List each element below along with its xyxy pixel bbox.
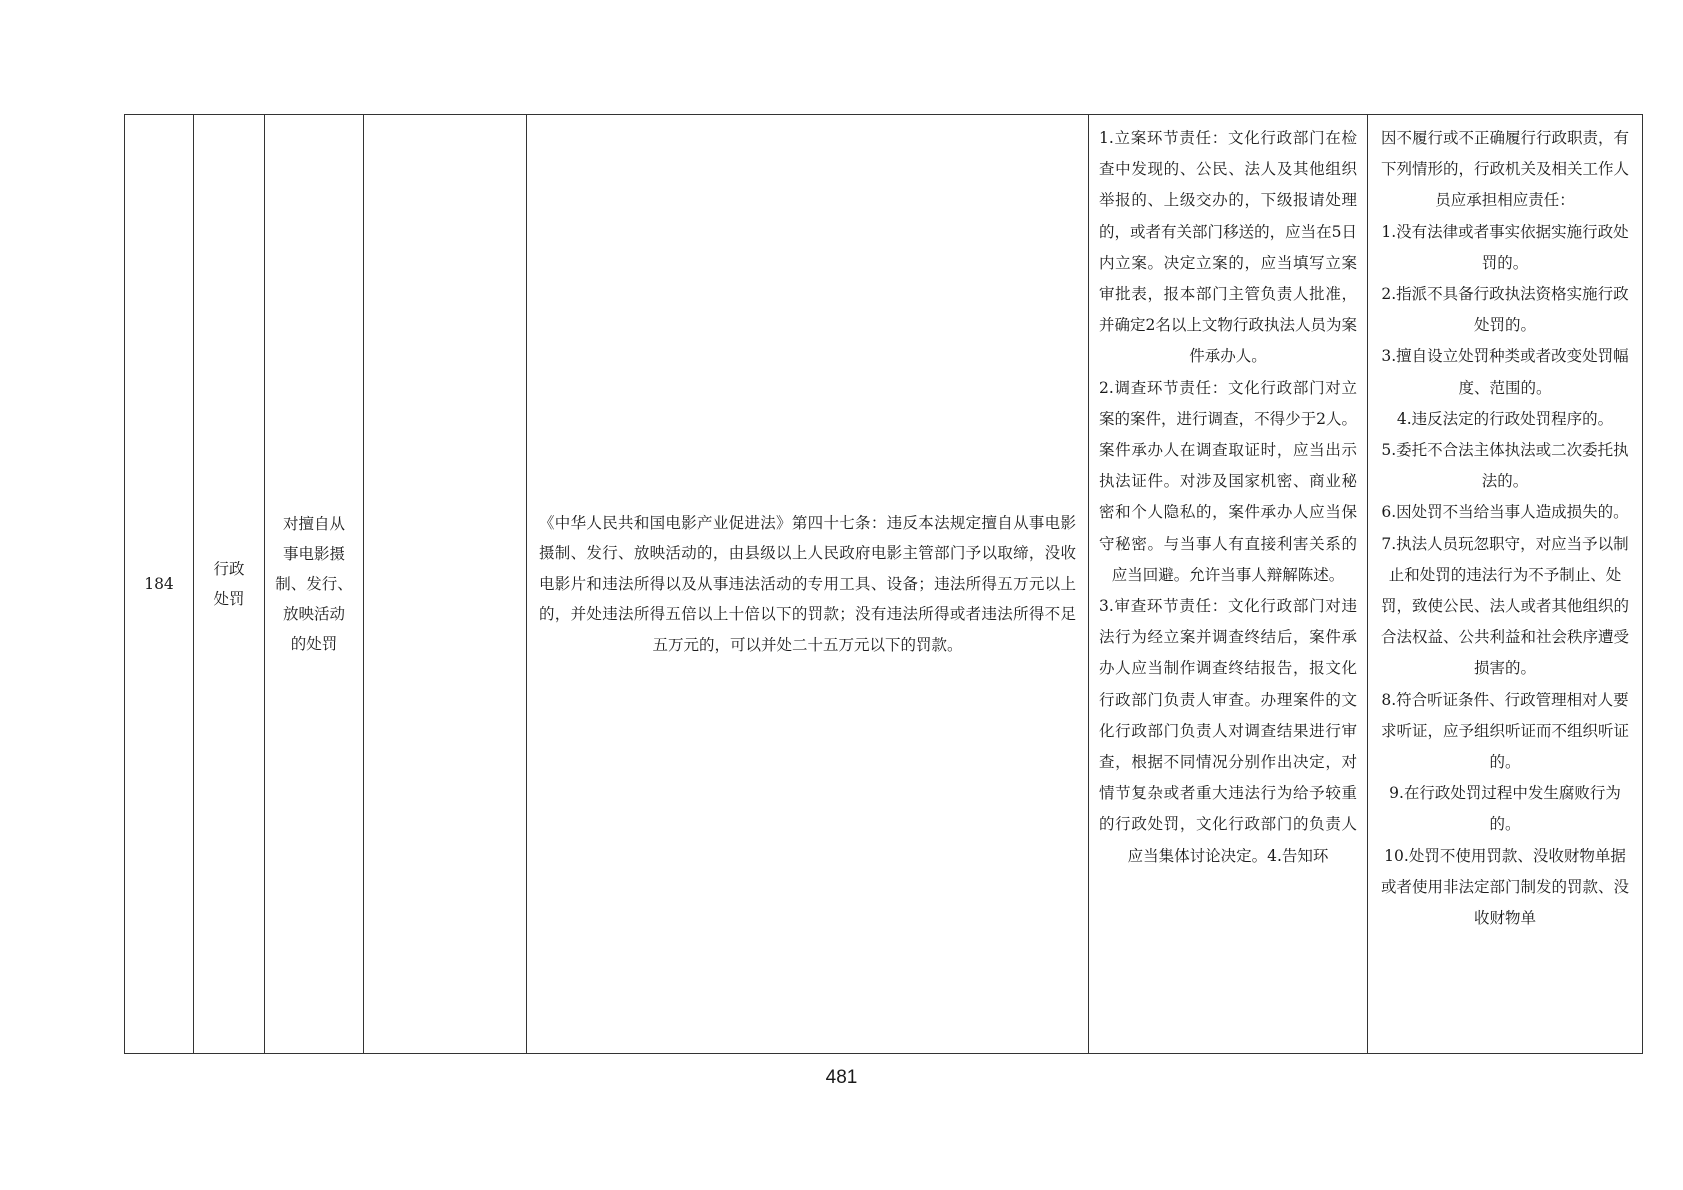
seq-number: 184 xyxy=(144,575,174,593)
power-list-table xyxy=(124,114,1643,1054)
legal-basis-text: 《中华人民共和国电影产业促进法》第四十七条：违反本法规定擅自从事电影摄制、发行、放映活动的，由县级以上人民政府电影主管部门予以取缔，没收电影片和违法所得以及从事违法活动的专用工具、设备；违法所得五万元以上的，并处违法所得五倍以上十倍以下的罚款；没有违法所得或者违法所得不足五万元的，可以并处二十五万元以下的罚款。 xyxy=(539,513,1076,654)
liability-paragraph: 6.因处罚不当给当事人造成损失的。 xyxy=(1381,503,1629,522)
power-name-line: 放映活动 xyxy=(282,605,345,623)
power-type-cell xyxy=(194,115,265,1054)
legal-basis-cell xyxy=(527,115,1089,1054)
power-type-line: 处罚 xyxy=(213,590,245,608)
liability-paragraph: 9.在行政处罚过程中发生腐败行为的。 xyxy=(1389,784,1621,834)
power-name-line: 对擅自从 xyxy=(282,515,345,533)
power-name-line: 的处罚 xyxy=(290,635,338,653)
responsibility-paragraph: 2.调查环节责任：文化行政部门对立案的案件，进行调查，不得少于2人。案件承办人在调查取证时，应当出示执法证件。对涉及国家机密、商业秘密和个人隐私的，案件承办人应当保守秘密。与当事人有直接利害关系的应当回避。允许当事人辩解陈述。 xyxy=(1099,378,1357,584)
liability-paragraph: 5.委托不合法主体执法或二次委托执法的。 xyxy=(1381,441,1629,491)
liability-paragraph: 因不履行或不正确履行行政职责，有下列情形的，行政机关及相关工作人员应承担相应责任： xyxy=(1380,129,1629,210)
liability-paragraph: 3.擅自设立处罚种类或者改变处罚幅度、范围的。 xyxy=(1381,347,1629,397)
liability-cell xyxy=(1368,115,1643,1054)
sub-item-cell xyxy=(364,115,527,1054)
liability-paragraph: 8.符合听证条件、行政管理相对人要求听证，应予组织听证而不组织听证的。 xyxy=(1380,690,1629,772)
power-name-line: 事电影摄 xyxy=(282,545,345,563)
responsibility-cell xyxy=(1089,115,1368,1054)
liability-paragraph: 1.没有法律或者事实依据实施行政处罚的。 xyxy=(1381,222,1629,272)
responsibility-paragraph: 3.审查环节责任：文化行政部门对违法行为经立案并调查终结后，案件承办人应当制作调查终结报告，报文化行政部门负责人审查。办理案件的文化行政部门负责人对调查结果进行审查，根据不同情况分别作出决定，对情节复杂或者重大违法行为给予较重的行政处罚，文化行政部门的负责人应当集体讨论决定。4.告知环 xyxy=(1099,597,1357,865)
power-name-cell xyxy=(265,115,364,1054)
page-number: 481 xyxy=(825,1067,858,1088)
responsibility-paragraph: 1.立案环节责任：文化行政部门在检查中发现的、公民、法人及其他组织举报的、上级交办的，下级报请处理的，或者有关部门移送的，应当在5日内立案。决定立案的，应当填写立案审批表，报本部门主管负责人批准，并确定2名以上文物行政执法人员为案件承办人。 xyxy=(1099,129,1357,366)
liability-paragraph: 2.指派不具备行政执法资格实施行政处罚的。 xyxy=(1381,285,1629,335)
liability-paragraph: 7.执法人员玩忽职守，对应当予以制止和处罚的违法行为不予制止、处罚，致使公民、法人或者其他组织的合法权益、公共利益和社会秩序遭受损害的。 xyxy=(1380,534,1629,678)
power-type-line: 行政 xyxy=(213,560,245,578)
liability-paragraph: 4.违反法定的行政处罚程序的。 xyxy=(1396,409,1614,428)
power-name-line: 制、发行、 xyxy=(275,575,353,593)
power-list-table-container xyxy=(124,114,1629,1054)
liability-paragraph: 10.处罚不使用罚款、没收财物单据或者使用非法定部门制发的罚款、没收财物单 xyxy=(1380,846,1629,928)
table-row xyxy=(125,115,1643,1054)
seq-cell xyxy=(125,115,194,1054)
